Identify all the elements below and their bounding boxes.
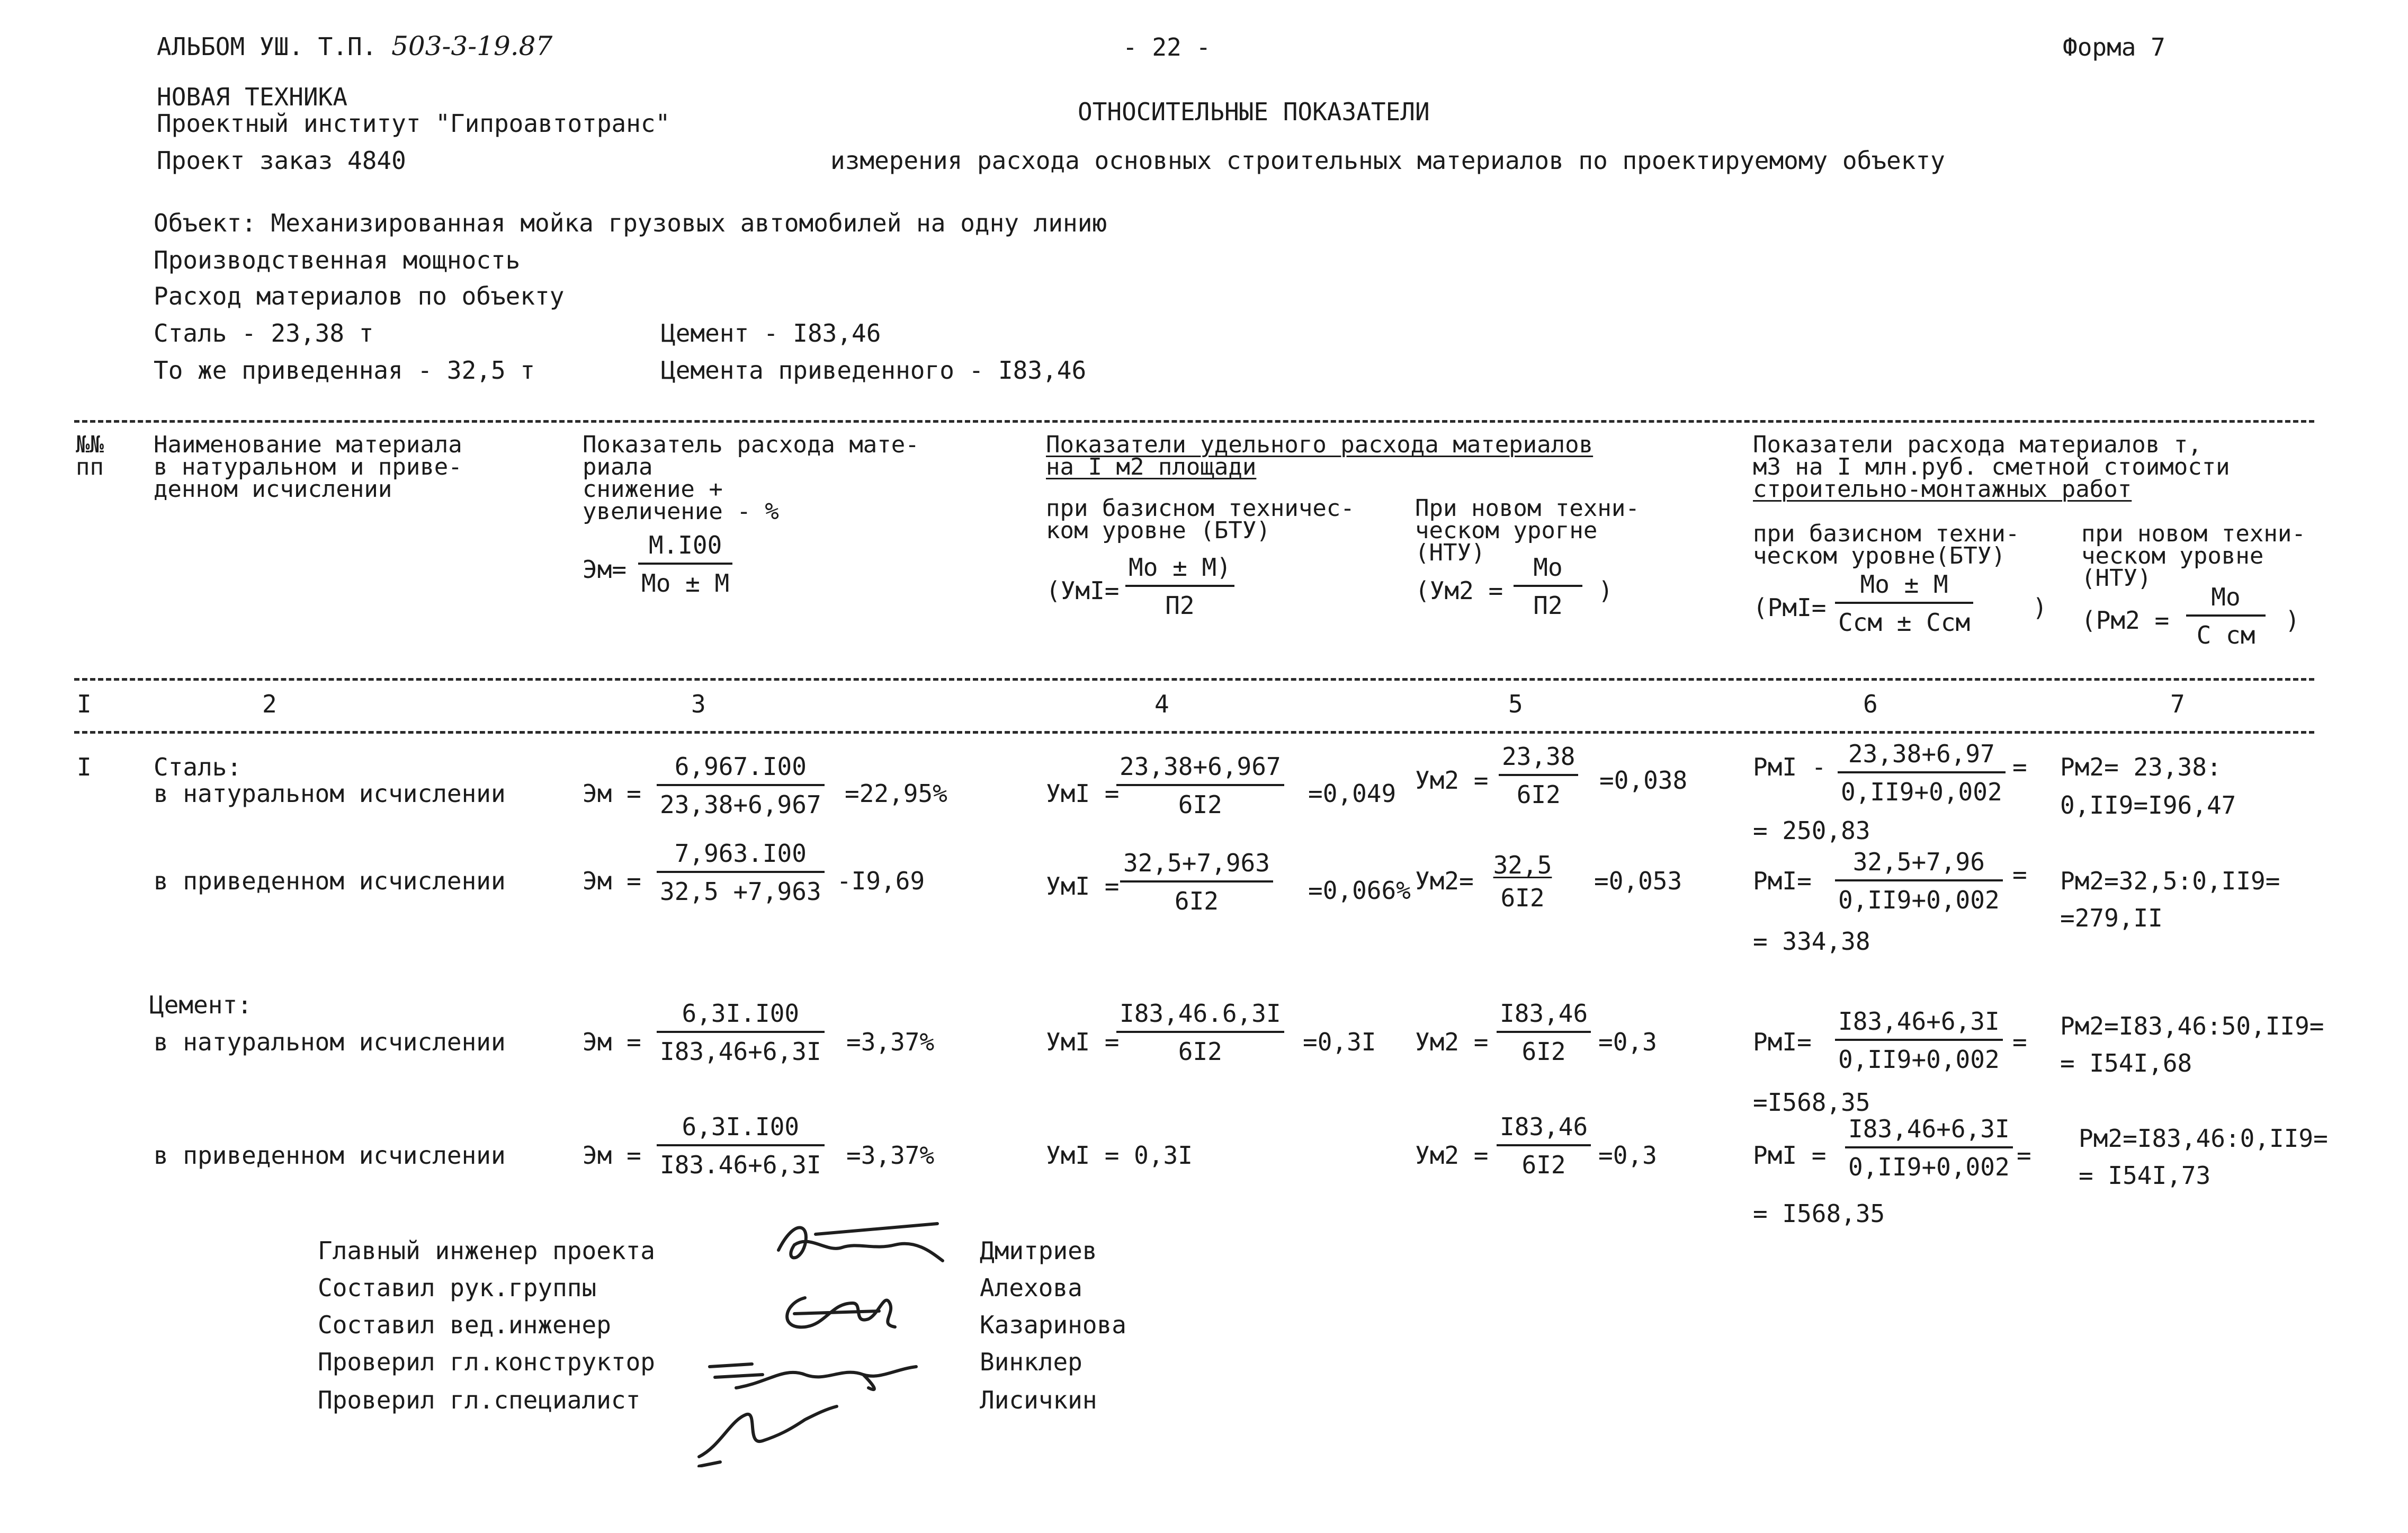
- col3-header-l4: увеличение - %: [583, 498, 779, 525]
- cement-natural-pm1-fraction: [1835, 1009, 2003, 1072]
- cement-reduced-pm1-lhs: РмI =: [1753, 1141, 1827, 1170]
- cement-reduced-total: Цемента приведенного - I83,46: [661, 356, 1087, 385]
- signature-name: Дмитриев: [980, 1236, 1097, 1265]
- cement-natural-um2-result: =0,3: [1598, 1028, 1657, 1056]
- numerator: 23,38+6,97: [1848, 739, 1995, 768]
- steel-label: Сталь:: [154, 753, 242, 781]
- denominator: 0,II9+0,002: [1848, 1153, 2010, 1181]
- denominator: 23,38+6,967: [660, 790, 821, 819]
- cement-natural-em-fraction: [657, 1001, 825, 1064]
- fraction-bar: [1835, 602, 1973, 604]
- cement-reduced-em-lhs: Эм =: [583, 1141, 641, 1170]
- col3-header-formula: [638, 531, 732, 598]
- col5-header-formula: [1514, 555, 1582, 618]
- fraction-bar: [1499, 774, 1578, 776]
- fraction-bar: [1845, 1146, 2013, 1148]
- fraction-bar: [1497, 1031, 1591, 1033]
- col7-header-l1: при новом техни-: [2081, 520, 2306, 547]
- denominator: 6I2: [1500, 884, 1545, 912]
- steel-natural-pm1-result: = 250,83: [1753, 816, 1870, 845]
- col3-formula-lhs: Эм=: [583, 555, 627, 584]
- page-number: - 22 -: [1123, 33, 1211, 61]
- steel-natural-em-result: =22,95%: [845, 779, 947, 808]
- cement-label: Цемент:: [149, 991, 252, 1019]
- col7-formula-rhs: ): [2285, 606, 2300, 635]
- steel-natural-um2-result: =0,038: [1599, 766, 1688, 795]
- steel-reduced-pm1-lhs: РмI=: [1753, 867, 1812, 895]
- handwritten-signature: [773, 1282, 911, 1340]
- steel-reduced-um1-result: =0,066%: [1308, 876, 1411, 905]
- col7-formula-numerator: Мо: [2211, 583, 2241, 611]
- fraction-bar: [657, 784, 825, 786]
- numerator: 23,38+6,967: [1120, 752, 1281, 781]
- numerator: 6,3I.I00: [682, 999, 800, 1028]
- steel-natural-pm2-l2: 0,II9=I96,47: [2060, 791, 2236, 819]
- denominator: 0,II9+0,002: [1841, 778, 2002, 806]
- column-number-2: 2: [262, 690, 277, 718]
- steel-natural-um1-result: =0,049: [1308, 779, 1397, 808]
- steel-reduced-label: в приведенном исчислении: [154, 867, 506, 895]
- numerator: 32,5+7,96: [1852, 848, 1985, 876]
- col6-header-l2: ческом уровне(БТУ): [1753, 542, 2006, 569]
- cement-natural-pm1-lhs: РмI=: [1753, 1028, 1812, 1056]
- steel-reduced-pm2-l1: Рм2=32,5:0,II9=: [2060, 867, 2280, 895]
- col5-formula-rhs: ): [1598, 576, 1613, 605]
- group6-header-l3: строительно-монтажных работ: [1753, 476, 2132, 503]
- cement-reduced-pm2-l2: = I54I,73: [2079, 1161, 2211, 1190]
- col6-formula-rhs: ): [2033, 593, 2047, 622]
- signature-role: Проверил гл.конструктор: [318, 1348, 655, 1376]
- steel-natural-pm1-fraction: [1838, 739, 2006, 806]
- cement-natural-label: в натуральном исчислении: [154, 1028, 506, 1056]
- steel-reduced-em-result: -I9,69: [837, 867, 925, 895]
- object-name: Объект: Механизированная мойка грузовых автомобилей на одну линию: [154, 209, 1107, 237]
- denominator: 0,II9+0,002: [1838, 886, 2000, 914]
- table-header-rule: [74, 678, 2314, 681]
- page-title: ОТНОСИТЕЛЬНЫЕ ПОКАЗАТЕЛИ: [1078, 97, 1430, 126]
- col7-formula-lhs: (Рм2 =: [2081, 606, 2170, 635]
- group6-header-l2: м3 на I млн.руб. сметной стоимости: [1753, 453, 2230, 480]
- column-number-1: I: [77, 690, 92, 718]
- denominator: 6I2: [1516, 780, 1561, 809]
- org-line-2: Проектный институт "Гипроавтотранс": [157, 109, 670, 138]
- denominator: 6I2: [1174, 887, 1219, 915]
- col7-header-l2: ческом уровне: [2081, 542, 2264, 569]
- numerator: I83,46: [1500, 1112, 1588, 1141]
- steel-reduced-um1-lhs: УмI =: [1046, 872, 1120, 901]
- row-number: I: [77, 753, 92, 781]
- fraction-bar: [657, 1031, 825, 1033]
- fraction-bar: [1497, 1144, 1591, 1146]
- denominator: 6I2: [1178, 790, 1222, 819]
- signature-role: Главный инженер проекта: [318, 1236, 655, 1265]
- col5-header-l1: При новом техни-: [1415, 495, 1640, 522]
- col6-header-formula: [1835, 572, 1973, 635]
- cement-reduced-um2-lhs: Ум2 =: [1415, 1141, 1489, 1170]
- steel-reduced-total: То же приведенная - 32,5 т: [154, 356, 535, 385]
- column-number-6: 6: [1863, 690, 1878, 718]
- steel-reduced-um2-fraction: [1488, 853, 1557, 910]
- steel-natural-label: в натуральном исчислении: [154, 779, 506, 808]
- column-numbers-rule: [74, 731, 2314, 734]
- col1-header-l1: №№: [76, 431, 104, 458]
- numerator: 23,38: [1502, 742, 1576, 771]
- steel-natural-pm1-lhs: РмI -: [1753, 753, 1827, 781]
- fraction-bar: [1125, 585, 1234, 587]
- denominator: 6I2: [1521, 1037, 1566, 1066]
- fraction-bar: [1838, 771, 2006, 773]
- col4-header-formula: [1125, 555, 1234, 618]
- col6-formula-lhs: (РмI=: [1753, 593, 1827, 622]
- steel-reduced-um1-fraction: [1120, 851, 1273, 913]
- signature-role: Проверил гл.специалист: [318, 1386, 641, 1414]
- steel-natural-um1-lhs: УмI =: [1046, 779, 1120, 808]
- numerator: 32,5: [1493, 851, 1552, 879]
- numerator: I83,46+6,3I: [1848, 1115, 2010, 1143]
- denominator: I83.46+6,3I: [660, 1151, 821, 1179]
- cement-natural-pm2-l1: Рм2=I83,46:50,II9=: [2060, 1012, 2324, 1040]
- steel-natural-pm1-equals: =: [2012, 753, 2027, 781]
- col5-formula-lhs: (Ум2 =: [1415, 576, 1503, 605]
- page-subtitle: измерения расхода основных строительных материалов по проектируемому объекту: [830, 146, 1945, 175]
- steel-total: Сталь - 23,38 т: [154, 319, 374, 347]
- steel-reduced-pm1-equals: =: [2012, 860, 2027, 889]
- cement-reduced-em-fraction: [657, 1112, 825, 1179]
- denominator: I83,46+6,3I: [660, 1037, 821, 1066]
- order-number: Проект заказ 4840: [157, 146, 406, 175]
- fraction-bar: [1514, 585, 1582, 587]
- col5-formula-denominator: П2: [1533, 591, 1563, 620]
- col4-formula-lhs: (УмI=: [1046, 576, 1120, 605]
- album-number: 503-3-19.87: [391, 31, 553, 61]
- handwritten-signature: [763, 1213, 974, 1277]
- group6-header-l1: Показатели расхода материалов т,: [1753, 431, 2202, 458]
- steel-reduced-pm2-l2: =279,II: [2060, 904, 2163, 932]
- col4-formula-numerator: Мо ± М): [1129, 553, 1231, 582]
- steel-natural-um1-fraction: [1116, 754, 1284, 817]
- fraction-bar: [657, 871, 825, 873]
- col4-formula-denominator: П2: [1165, 591, 1195, 620]
- group4-header-l2: на I м2 площади: [1046, 453, 1257, 480]
- cement-natural-um2-lhs: Ум2 =: [1415, 1028, 1489, 1056]
- steel-natural-em-lhs: Эм =: [583, 779, 641, 808]
- steel-reduced-em-fraction: [657, 841, 825, 904]
- col3-header-l1: Показатель расхода мате-: [583, 431, 919, 458]
- col3-formula-denominator: Мо ± М: [641, 569, 730, 598]
- numerator: 7,963.I00: [674, 839, 807, 868]
- form-number: Форма 7: [2063, 33, 2165, 61]
- fraction-bar: [638, 563, 732, 565]
- col2-header-l1: Наименование материала: [154, 431, 462, 458]
- fraction-bar: [2186, 614, 2266, 617]
- cement-reduced-pm1-result: = I568,35: [1753, 1199, 1885, 1228]
- col4-header-l2: ком уровне (БТУ): [1046, 517, 1270, 544]
- consumption-line: Расход материалов по объекту: [154, 282, 565, 310]
- col4-header-l1: при базисном техничес-: [1046, 495, 1355, 522]
- col5-formula-numerator: Мо: [1533, 553, 1563, 582]
- col2-header-l3: денном исчислении: [154, 476, 392, 503]
- numerator: I83,46+6,3I: [1838, 1007, 2000, 1036]
- cement-reduced-um2-result: =0,3: [1598, 1141, 1657, 1170]
- col3-header-l3: снижение +: [583, 476, 723, 503]
- cement-natural-um1-result: =0,3I: [1303, 1028, 1376, 1056]
- column-number-7: 7: [2170, 690, 2185, 718]
- col5-header-l2: ческом урогне: [1415, 517, 1598, 544]
- cement-reduced-pm1-fraction: [1845, 1117, 2013, 1179]
- cement-natural-em-result: =3,37%: [846, 1028, 935, 1056]
- column-number-5: 5: [1508, 690, 1523, 718]
- col6-header-l1: при базисном техни-: [1753, 520, 2020, 547]
- cement-reduced-pm1-equals: =: [2017, 1141, 2031, 1170]
- capacity-line: Производственная мощность: [154, 246, 521, 274]
- cement-natural-um1-fraction: [1116, 1001, 1284, 1064]
- steel-natural-um2-fraction: [1499, 744, 1578, 807]
- signature-role: Составил рук.группы: [318, 1273, 597, 1302]
- cement-reduced-label: в приведенном исчислении: [154, 1141, 506, 1170]
- steel-reduced-pm1-fraction: [1835, 850, 2003, 912]
- numerator: 6,967.I00: [674, 752, 807, 781]
- numerator: 6,3I.I00: [682, 1112, 800, 1141]
- cement-reduced-pm2-l1: Рм2=I83,46:0,II9=: [2079, 1124, 2328, 1153]
- col2-header-l2: в натуральном и приве-: [154, 453, 462, 480]
- denominator: 32,5 +7,963: [660, 877, 821, 906]
- numerator: 32,5+7,963: [1123, 849, 1270, 877]
- fraction-bar: [1120, 880, 1273, 883]
- handwritten-signature: [688, 1398, 847, 1467]
- cement-natural-em-lhs: Эм =: [583, 1028, 641, 1056]
- group4-header-l1: Показатели удельного расхода материалов: [1046, 431, 1594, 458]
- signature-name: Алехова: [980, 1273, 1082, 1302]
- col1-header-l2: пп: [76, 453, 104, 480]
- steel-natural-pm2-l1: Рм2= 23,38:: [2060, 753, 2222, 781]
- signature-name: Винклер: [980, 1348, 1082, 1376]
- numerator: I83,46: [1500, 999, 1588, 1028]
- cement-natural-um2-fraction: [1497, 1001, 1591, 1064]
- cement-natural-pm2-l2: = I54I,68: [2060, 1049, 2192, 1077]
- col3-formula-numerator: М.I00: [648, 531, 722, 559]
- cement-reduced-um2-fraction: [1497, 1112, 1591, 1179]
- denominator: 0,II9+0,002: [1838, 1045, 2000, 1074]
- album-prefix: АЛЬБОМ УШ. Т.П.: [157, 32, 377, 61]
- album-label: [157, 33, 552, 59]
- signature-role: Составил вед.инженер: [318, 1311, 611, 1339]
- steel-reduced-em-lhs: Эм =: [583, 867, 641, 895]
- fraction-bar: [1116, 1031, 1284, 1033]
- col5-header-l3: (НТУ): [1415, 539, 1485, 566]
- col6-formula-denominator: Ссм ± Ссм: [1838, 608, 1971, 637]
- signature-name: Казаринова: [980, 1311, 1126, 1339]
- org-line-1: НОВАЯ ТЕХНИКА: [157, 83, 348, 111]
- fraction-bar: [1835, 879, 2003, 881]
- col7-header-l3: (НТУ): [2081, 565, 2152, 592]
- steel-reduced-um2-result: =0,053: [1594, 867, 1682, 895]
- column-number-4: 4: [1154, 690, 1169, 718]
- fraction-bar: [657, 1144, 825, 1146]
- cement-natural-um1-lhs: УмI =: [1046, 1028, 1120, 1056]
- col7-header-formula: [2186, 585, 2266, 647]
- cement-reduced-em-result: =3,37%: [846, 1141, 935, 1170]
- table-top-rule: [74, 420, 2314, 423]
- numerator: I83,46.6,3I: [1120, 999, 1281, 1028]
- steel-natural-um2-lhs: Ум2 =: [1415, 766, 1489, 795]
- steel-reduced-um2-lhs: Ум2=: [1415, 867, 1474, 895]
- cement-natural-pm1-result: =I568,35: [1753, 1088, 1870, 1117]
- fraction-bar: [1835, 1039, 2003, 1041]
- col7-formula-denominator: С см: [2196, 621, 2255, 649]
- signature-name: Лисичкин: [980, 1386, 1097, 1414]
- col6-formula-numerator: Мо ± М: [1860, 570, 1948, 599]
- cement-reduced-um1: УмI = 0,3I: [1046, 1141, 1193, 1170]
- cement-total: Цемент - I83,46: [661, 319, 881, 347]
- steel-reduced-pm1-result: = 334,38: [1753, 927, 1870, 956]
- cement-natural-pm1-equals: =: [2012, 1028, 2027, 1056]
- denominator: 6I2: [1178, 1037, 1222, 1066]
- denominator: 6I2: [1521, 1151, 1566, 1179]
- handwritten-signature: [704, 1345, 927, 1398]
- steel-natural-em-fraction: [657, 754, 825, 817]
- col3-header-l2: риала: [583, 453, 653, 480]
- column-number-3: 3: [691, 690, 706, 718]
- fraction-bar: [1116, 784, 1284, 786]
